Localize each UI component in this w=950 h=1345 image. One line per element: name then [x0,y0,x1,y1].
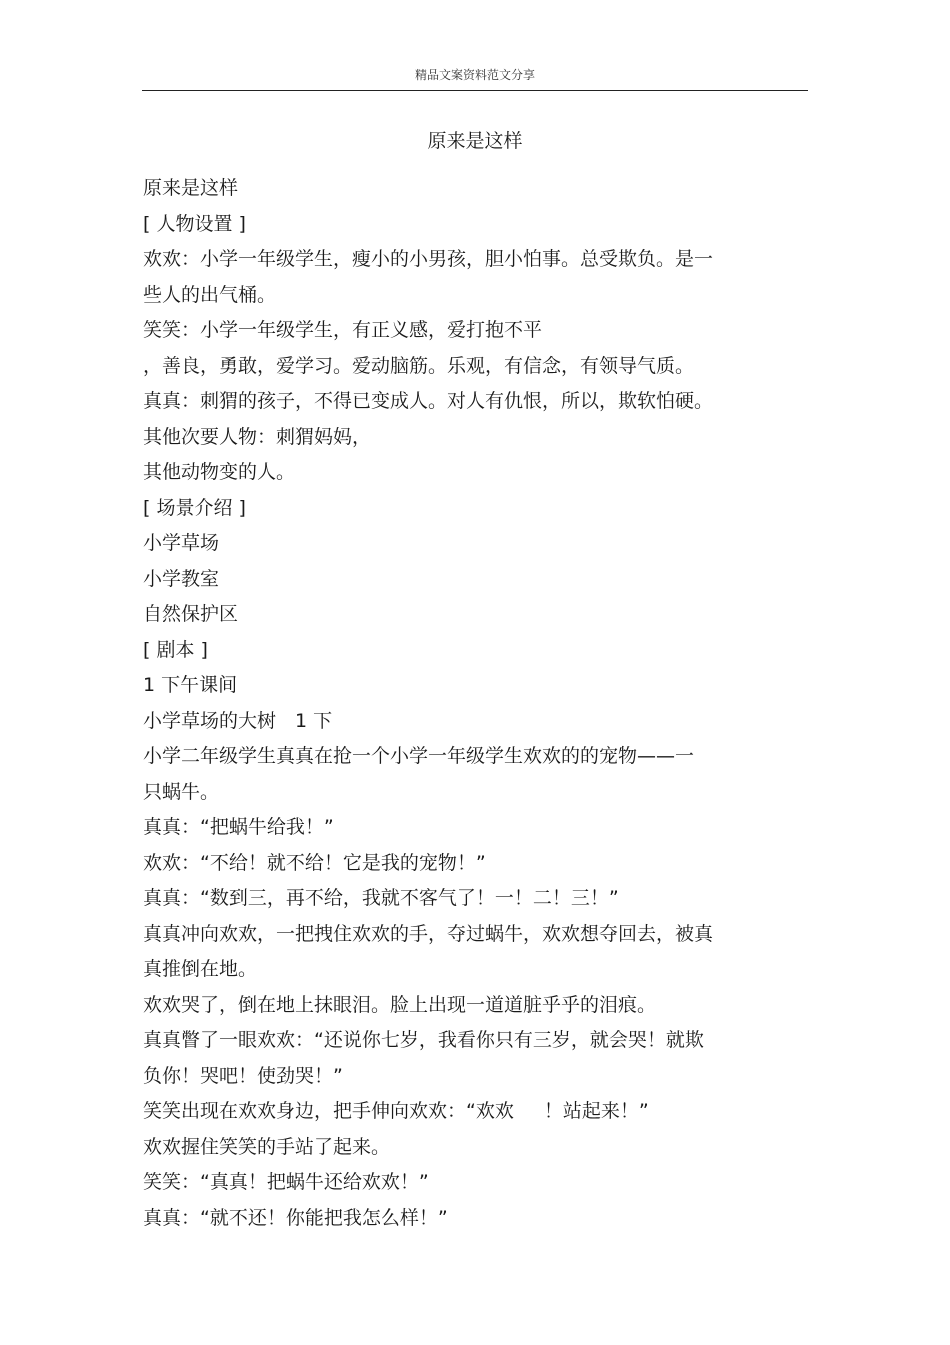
dialogue-line: 真真：“数到三，再不给，我就不客气了！一！二！三！” [143,887,619,909]
dialogue-line: 真真：“就不还！你能把我怎么样！” [143,1206,448,1229]
body-line: 笑笑：小学一年级学生，有正义感，爱打抱不平 [143,319,543,341]
body-line: 欢欢：小学一年级学生，瘦小的小男孩，胆小怕事。总受欺负。是一 [143,248,714,270]
body-line: 只蜗牛。 [143,780,220,803]
body-line: 原来是这样 [143,177,239,199]
body-line: 真推倒在地。 [143,958,258,980]
section-heading-scenes: [ 场景介绍 ] [143,496,246,519]
body-line: 欢欢握住笑笑的手站了起来。 [143,1135,391,1158]
body-line: 小学教室 [143,567,220,590]
dialogue-line-head: 笑笑出现在欢欢身边，把手伸向欢欢：“欢欢 [143,1100,514,1122]
body-line: 小学草场的大树 1 下 [143,709,333,732]
dialogue-line: 笑笑：“真真！把蜗牛还给欢欢！” [143,1171,429,1193]
dialogue-line: 真真瞥了一眼欢欢：“还说你七岁，我看你只有三岁，就会哭！就欺 [143,1029,704,1051]
section-heading-characters: [ 人物设置 ] [143,212,246,235]
body-line: ，善良，勇敢，爱学习。爱动脑筋。乐观，有信念，有领导气质。 [143,354,695,377]
body-line: 欢欢哭了，倒在地上抹眼泪。脸上出现一道道脏乎乎的泪痕。 [143,993,657,1016]
body-line: 真真冲向欢欢，一把拽住欢欢的手，夺过蜗牛，欢欢想夺回去，被真 [143,922,714,945]
body-line: 1 下午课间 [143,674,238,696]
dialogue-line: 欢欢：“不给！就不给！它是我的宠物！” [143,851,486,874]
dialogue-line-split [143,1094,783,1130]
body-line: 小学二年级学生真真在抢一个小学一年级学生欢欢的的宠物——一 [143,745,695,767]
body-line: 其他动物变的人。 [143,461,296,483]
dialogue-line-tail: ！站起来！” [543,1100,649,1122]
section-heading-script: [ 剧本 ] [143,638,208,661]
page-header: 精品文案资料范文分享 [414,68,535,82]
body-line: 些人的出气桶。 [143,283,277,306]
body-line: 其他次要人物：刺猬妈妈， [143,425,372,448]
body-line: 自然保护区 [143,603,239,625]
document-title: 原来是这样 [427,130,523,152]
document-body [143,171,783,1236]
dialogue-line: 真真：“把蜗牛给我！” [143,816,334,838]
body-line: 真真：刺猬的孩子，不得已变成人。对人有仇恨，所以，欺软怕硬。 [143,390,714,412]
body-line: 小学草场 [143,532,220,554]
header-divider [142,90,808,91]
dialogue-line: 负你！哭吧！使劲哭！” [143,1064,343,1087]
